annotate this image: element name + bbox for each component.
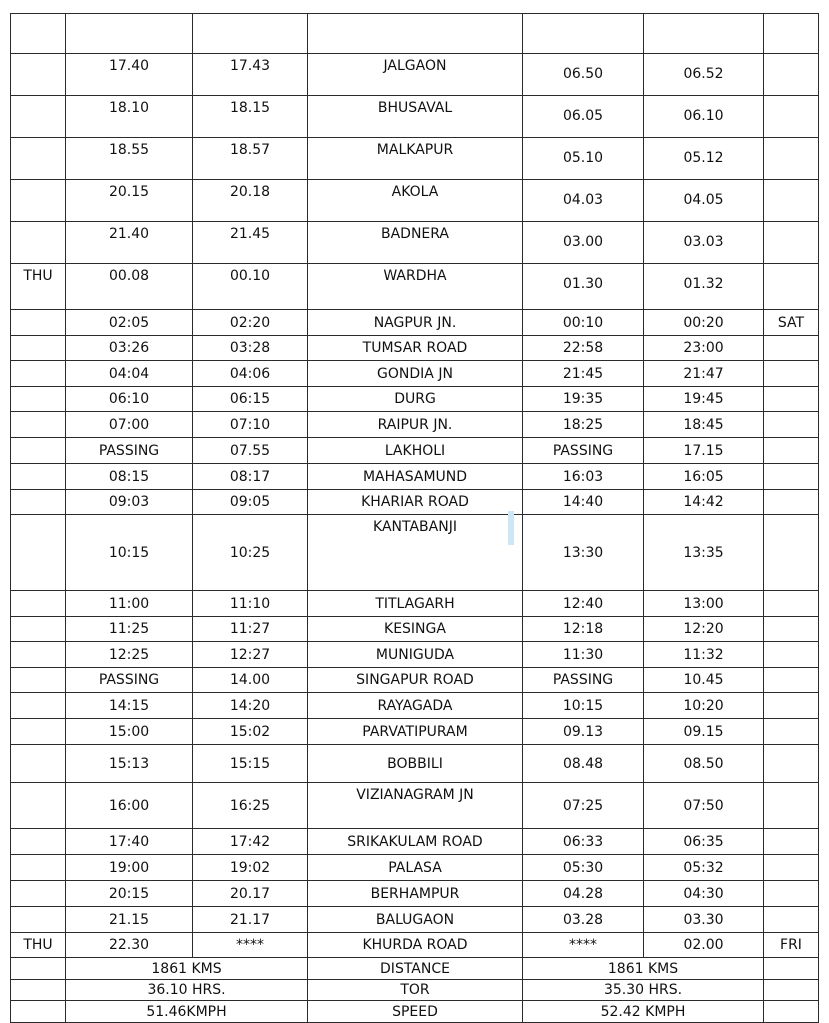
arrival-down: 10:15 [66,515,193,591]
summary-row [11,1001,819,1023]
arrival-up: PASSING [523,438,644,464]
summary-row [11,980,819,1001]
station-name: PALASA [308,855,523,881]
day-right [764,14,819,54]
table-row [11,96,819,138]
arrival-up: 01.30 [523,264,644,310]
arrival-down: 11:25 [66,617,193,642]
departure-up: 19:45 [644,387,764,412]
table-row [11,591,819,617]
day-left [11,617,66,642]
departure-up: 06.52 [644,54,764,96]
arrival-up: 12:40 [523,591,644,617]
departure-down: 15:02 [193,719,308,745]
arrival-down: 03:26 [66,336,193,361]
table-row [11,693,819,719]
arrival-up: 06.05 [523,96,644,138]
departure-down: 07.55 [193,438,308,464]
arrival-down: 14:15 [66,693,193,719]
summary-right-value: 1861 KMS [523,958,764,980]
station-name: RAIPUR JN. [308,412,523,438]
timetable [10,13,819,1023]
departure-up: 13:35 [644,515,764,591]
arrival-up: 00:10 [523,310,644,336]
day-left [11,138,66,180]
table-row [11,881,819,907]
departure-up: 10.45 [644,668,764,693]
departure-down: 07:10 [193,412,308,438]
day-right [764,361,819,387]
departure-down: 02:20 [193,310,308,336]
arrival-down: PASSING [66,668,193,693]
arrival-down: 11:00 [66,591,193,617]
table-row [11,336,819,361]
day-right [764,336,819,361]
day-left [11,222,66,264]
summary-left-value: 36.10 HRS. [66,980,308,1001]
day-right [764,96,819,138]
departure-up: 21:47 [644,361,764,387]
day-left [11,591,66,617]
day-right [764,617,819,642]
day-right [764,783,819,829]
arrival-down: 17.40 [66,54,193,96]
summary-blank [764,958,819,980]
day-right: FRI [764,933,819,958]
departure-down: 04:06 [193,361,308,387]
table-row [11,642,819,668]
departure-up: 04.05 [644,180,764,222]
day-left [11,438,66,464]
station-name: BADNERA [308,222,523,264]
departure-down: 20.18 [193,180,308,222]
day-left [11,310,66,336]
day-right [764,907,819,933]
arrival-up: 19:35 [523,387,644,412]
departure-up: 12:20 [644,617,764,642]
station-name: SRIKAKULAM ROAD [308,829,523,855]
day-right [764,642,819,668]
departure-up [644,14,764,54]
station-name: JALGAON [308,54,523,96]
day-left [11,96,66,138]
table-row [11,783,819,829]
day-left [11,336,66,361]
station-name: WARDHA [308,264,523,310]
station-name: BALUGAON [308,907,523,933]
day-right [764,138,819,180]
day-right [764,855,819,881]
day-right: SAT [764,310,819,336]
arrival-down: 07:00 [66,412,193,438]
day-left [11,412,66,438]
summary-label: TOR [308,980,523,1001]
departure-down: 00.10 [193,264,308,310]
day-left [11,693,66,719]
departure-up: 14:42 [644,490,764,515]
station-name: KANTABANJI [308,515,523,591]
departure-up: 13:00 [644,591,764,617]
departure-down: 18.15 [193,96,308,138]
day-left [11,745,66,783]
departure-up: 01.32 [644,264,764,310]
day-left [11,180,66,222]
table-row [11,361,819,387]
arrival-up: 07:25 [523,783,644,829]
departure-up: 07:50 [644,783,764,829]
table-row [11,438,819,464]
arrival-down: 22.30 [66,933,193,958]
departure-up: 23:00 [644,336,764,361]
departure-down: 12:27 [193,642,308,668]
station-name: KESINGA [308,617,523,642]
station-name: BERHAMPUR [308,881,523,907]
arrival-down: 15:13 [66,745,193,783]
arrival-down: 20.15 [66,180,193,222]
table-row [11,464,819,490]
departure-up: 06:35 [644,829,764,855]
station-name: AKOLA [308,180,523,222]
table-row [11,907,819,933]
day-right [764,54,819,96]
arrival-up: 06.50 [523,54,644,96]
departure-up: 17.15 [644,438,764,464]
station-name: MAHASAMUND [308,464,523,490]
arrival-down: 08:15 [66,464,193,490]
departure-down: 21.45 [193,222,308,264]
table-row [11,54,819,96]
day-left [11,464,66,490]
day-left [11,54,66,96]
arrival-down: 18.10 [66,96,193,138]
departure-down: 06:15 [193,387,308,412]
station-name: BOBBILI [308,745,523,783]
day-right [764,881,819,907]
station-name: NAGPUR JN. [308,310,523,336]
summary-blank [11,958,66,980]
arrival-down: 20:15 [66,881,193,907]
table-row [11,310,819,336]
departure-down: 17.43 [193,54,308,96]
day-right [764,591,819,617]
summary-blank [764,980,819,1001]
departure-up: 02.00 [644,933,764,958]
day-right [764,464,819,490]
departure-down: 16:25 [193,783,308,829]
table-row [11,515,819,591]
summary-blank [764,1001,819,1023]
table-row [11,138,819,180]
table-row [11,719,819,745]
departure-up: 05:32 [644,855,764,881]
day-right [764,693,819,719]
arrival-down: 09:03 [66,490,193,515]
station-name: KHARIAR ROAD [308,490,523,515]
day-right [764,222,819,264]
departure-down: 09:05 [193,490,308,515]
departure-down: 19:02 [193,855,308,881]
arrival-up: 08.48 [523,745,644,783]
arrival-down: 17:40 [66,829,193,855]
arrival-up: 22:58 [523,336,644,361]
arrival-up: 03.28 [523,907,644,933]
departure-up: 05.12 [644,138,764,180]
day-left [11,907,66,933]
day-left: THU [11,933,66,958]
arrival-up: 10:15 [523,693,644,719]
summary-blank [11,980,66,1001]
station-name: GONDIA JN [308,361,523,387]
arrival-down: 19:00 [66,855,193,881]
day-right [764,515,819,591]
day-left [11,14,66,54]
day-left [11,855,66,881]
arrival-down: 06:10 [66,387,193,412]
day-right [764,264,819,310]
departure-down: 10:25 [193,515,308,591]
day-right [764,412,819,438]
station-name: PARVATIPURAM [308,719,523,745]
arrival-down: 00.08 [66,264,193,310]
arrival-down: 02:05 [66,310,193,336]
table-row [11,745,819,783]
departure-up: 11:32 [644,642,764,668]
arrival-up: 04.28 [523,881,644,907]
day-right [764,829,819,855]
departure-down: 20.17 [193,881,308,907]
departure-down: 15:15 [193,745,308,783]
arrival-down [66,14,193,54]
departure-up: 10:20 [644,693,764,719]
station-name: TITLAGARH [308,591,523,617]
departure-down: 17:42 [193,829,308,855]
arrival-down: 16:00 [66,783,193,829]
day-right [764,745,819,783]
arrival-down: 18.55 [66,138,193,180]
day-left [11,515,66,591]
arrival-down: PASSING [66,438,193,464]
day-right [764,719,819,745]
arrival-up: 11:30 [523,642,644,668]
summary-row [11,958,819,980]
summary-left-value: 51.46KMPH [66,1001,308,1023]
day-right [764,180,819,222]
arrival-up: 06:33 [523,829,644,855]
table-row [11,668,819,693]
departure-down: 11:27 [193,617,308,642]
day-right [764,387,819,412]
departure-up: 06.10 [644,96,764,138]
summary-blank [11,1001,66,1023]
day-left [11,719,66,745]
arrival-up: 04.03 [523,180,644,222]
arrival-up: 21:45 [523,361,644,387]
arrival-down: 04:04 [66,361,193,387]
arrival-up: PASSING [523,668,644,693]
table-row [11,264,819,310]
arrival-up: 16:03 [523,464,644,490]
arrival-up: **** [523,933,644,958]
arrival-up: 12:18 [523,617,644,642]
day-right [764,438,819,464]
departure-up: 04:30 [644,881,764,907]
timetable-body [11,14,819,1023]
summary-label: SPEED [308,1001,523,1023]
departure-down: 03:28 [193,336,308,361]
table-row [11,855,819,881]
departure-up: 18:45 [644,412,764,438]
table-row [11,829,819,855]
station-name: KHURDA ROAD [308,933,523,958]
station-name: MUNIGUDA [308,642,523,668]
arrival-up: 05.10 [523,138,644,180]
day-left [11,881,66,907]
arrival-down: 15:00 [66,719,193,745]
arrival-up: 09.13 [523,719,644,745]
day-left [11,642,66,668]
departure-down: 14.00 [193,668,308,693]
arrival-up: 05:30 [523,855,644,881]
arrival-up [523,14,644,54]
table-row [11,222,819,264]
departure-down: 21.17 [193,907,308,933]
departure-up: 09.15 [644,719,764,745]
departure-up: 00:20 [644,310,764,336]
day-left: THU [11,264,66,310]
departure-down: **** [193,933,308,958]
day-left [11,490,66,515]
departure-up: 16:05 [644,464,764,490]
day-right [764,490,819,515]
arrival-down: 21.15 [66,907,193,933]
table-row [11,387,819,412]
table-row [11,617,819,642]
departure-down: 08:17 [193,464,308,490]
station-name: SINGAPUR ROAD [308,668,523,693]
station-name [308,14,523,54]
highlight-mark [508,511,514,545]
departure-down: 11:10 [193,591,308,617]
table-row [11,180,819,222]
day-left [11,387,66,412]
departure-down: 18.57 [193,138,308,180]
day-left [11,783,66,829]
day-left [11,668,66,693]
arrival-down: 12:25 [66,642,193,668]
arrival-up: 18:25 [523,412,644,438]
table-row [11,490,819,515]
day-right [764,668,819,693]
station-name: DURG [308,387,523,412]
departure-down [193,14,308,54]
departure-up: 03.03 [644,222,764,264]
summary-right-value: 35.30 HRS. [523,980,764,1001]
station-name: VIZIANAGRAM JN [308,783,523,829]
station-name: MALKAPUR [308,138,523,180]
arrival-down: 21.40 [66,222,193,264]
departure-down: 14:20 [193,693,308,719]
table-row [11,933,819,958]
summary-left-value: 1861 KMS [66,958,308,980]
summary-label: DISTANCE [308,958,523,980]
table-row [11,14,819,54]
station-name: LAKHOLI [308,438,523,464]
arrival-up: 03.00 [523,222,644,264]
departure-up: 08.50 [644,745,764,783]
station-name: BHUSAVAL [308,96,523,138]
station-name: TUMSAR ROAD [308,336,523,361]
summary-right-value: 52.42 KMPH [523,1001,764,1023]
arrival-up: 14:40 [523,490,644,515]
departure-up: 03.30 [644,907,764,933]
day-left [11,361,66,387]
arrival-up: 13:30 [523,515,644,591]
day-left [11,829,66,855]
station-name: RAYAGADA [308,693,523,719]
table-row [11,412,819,438]
